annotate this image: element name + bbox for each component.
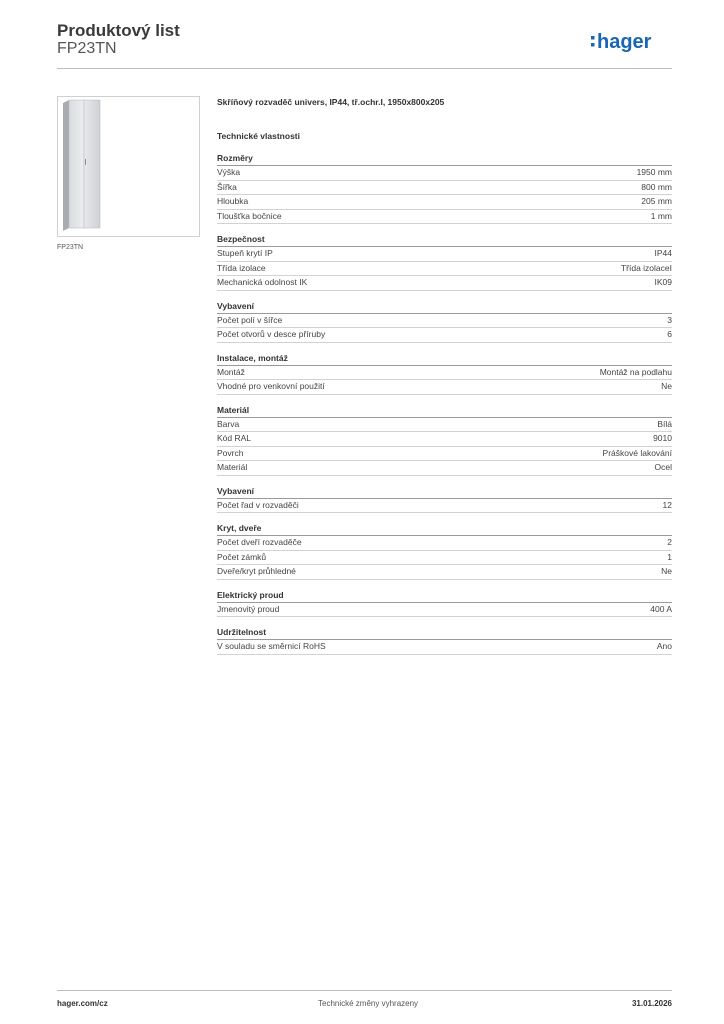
spec-row [217, 536, 672, 551]
spec-row [217, 499, 672, 514]
spec-value: 2 [667, 537, 672, 547]
spec-row [217, 314, 672, 329]
spec-row [217, 366, 672, 381]
image-caption: FP23TN [57, 244, 84, 251]
spec-value: Ano [656, 641, 672, 651]
product-details [217, 96, 672, 655]
spec-value: 1 mm [650, 210, 672, 221]
spec-value: IK09 [654, 277, 672, 287]
footer-divider [57, 990, 672, 991]
spec-label: Počet řad v rozvaděči [217, 499, 299, 510]
spec-group [217, 152, 672, 224]
spec-label: Montáž [217, 366, 245, 377]
spec-value: Třída izolaceI [620, 262, 672, 273]
spec-row [217, 447, 672, 462]
spec-label: Počet zámků [217, 551, 267, 562]
spec-group [217, 233, 672, 291]
spec-group [217, 404, 672, 476]
spec-group [217, 626, 672, 655]
spec-row [217, 247, 672, 262]
section-title: Technické vlastnosti [217, 131, 300, 141]
spec-value: 12 [662, 499, 672, 510]
spec-group [217, 300, 672, 343]
spec-label: Mechanická odolnost IK [217, 277, 308, 287]
spec-row [217, 276, 672, 291]
spec-group [217, 522, 672, 580]
spec-label: V souladu se směrnicí RoHS [217, 641, 326, 651]
footer-date: 31.01.2026 [631, 999, 672, 1008]
spec-label: Materiál [217, 462, 248, 472]
spec-label: Tloušťka bočnice [217, 210, 282, 221]
spec-value: Bílá [657, 418, 672, 429]
spec-label: Dveře/kryt průhledné [217, 566, 296, 576]
spec-value: 205 mm [641, 196, 672, 206]
product-description: Skříňový rozvaděč univers, IP44, tř.ochr.I, 1950x800x205 [217, 97, 445, 107]
spec-row [217, 565, 672, 580]
product-image [57, 96, 200, 237]
spec-value: Ne [661, 381, 672, 391]
product-code: FP23TN [57, 40, 117, 57]
spec-label: Barva [217, 418, 240, 429]
spec-group-title: Instalace, montáž [217, 352, 672, 366]
spec-row [217, 603, 672, 618]
spec-label: Povrch [217, 447, 244, 458]
spec-row [217, 418, 672, 433]
spec-row [217, 432, 672, 447]
spec-row [217, 328, 672, 343]
spec-label: Šířka [217, 181, 237, 192]
spec-label: Počet otvorů v desce příruby [217, 329, 326, 339]
spec-value: 1 [667, 551, 672, 562]
spec-value: Ne [661, 566, 672, 576]
spec-group-title: Vybavení [217, 300, 672, 314]
spec-value: 800 mm [641, 181, 672, 192]
header-divider [57, 68, 672, 69]
cabinet-illustration [58, 97, 199, 236]
spec-label: Výška [217, 167, 241, 177]
spec-row [217, 262, 672, 277]
spec-group [217, 352, 672, 395]
spec-value: 1950 mm [636, 167, 672, 177]
spec-row [217, 640, 672, 655]
spec-value: 6 [667, 329, 672, 339]
spec-value: 400 A [650, 603, 672, 614]
spec-row [217, 380, 672, 395]
spec-label: Vhodné pro venkovní použití [217, 381, 325, 391]
spec-group-title: Bezpečnost [217, 233, 672, 247]
spec-group-title: Kryt, dveře [217, 522, 672, 536]
spec-label: Hloubka [217, 196, 249, 206]
svg-text:hager: hager [597, 31, 652, 53]
spec-value: IP44 [654, 248, 672, 258]
spec-row [217, 195, 672, 210]
footer-website: hager.com/cz [57, 999, 108, 1008]
spec-row [217, 181, 672, 196]
spec-group-title: Elektrický proud [217, 589, 672, 603]
spec-row [217, 166, 672, 181]
spec-label: Počet polí v šířce [217, 314, 283, 325]
spec-label: Stupeň krytí IP [217, 248, 273, 258]
spec-row [217, 461, 672, 476]
spec-group-title: Materiál [217, 404, 672, 418]
spec-value: Ocel [654, 462, 672, 472]
spec-value: Montáž na podlahu [599, 366, 672, 377]
spec-value: 3 [667, 314, 672, 325]
spec-groups [217, 152, 672, 655]
spec-row [217, 551, 672, 566]
spec-group [217, 589, 672, 618]
spec-value: Práškové lakování [602, 447, 672, 458]
spec-group [217, 485, 672, 514]
spec-group-title: Rozměry [217, 152, 672, 166]
spec-label: Jmenovitý proud [217, 603, 280, 614]
hager-logo [590, 28, 674, 56]
spec-group-title: Udržitelnost [217, 626, 672, 640]
spec-row [217, 210, 672, 225]
spec-value: 9010 [653, 433, 672, 443]
spec-label: Počet dveří rozvaděče [217, 537, 302, 547]
spec-label: Kód RAL [217, 433, 252, 443]
footer-notice: Technické změny vyhrazeny [318, 999, 419, 1008]
spec-label: Třída izolace [217, 262, 266, 273]
page-title: Produktový list [57, 21, 180, 40]
spec-group-title: Vybavení [217, 485, 672, 499]
